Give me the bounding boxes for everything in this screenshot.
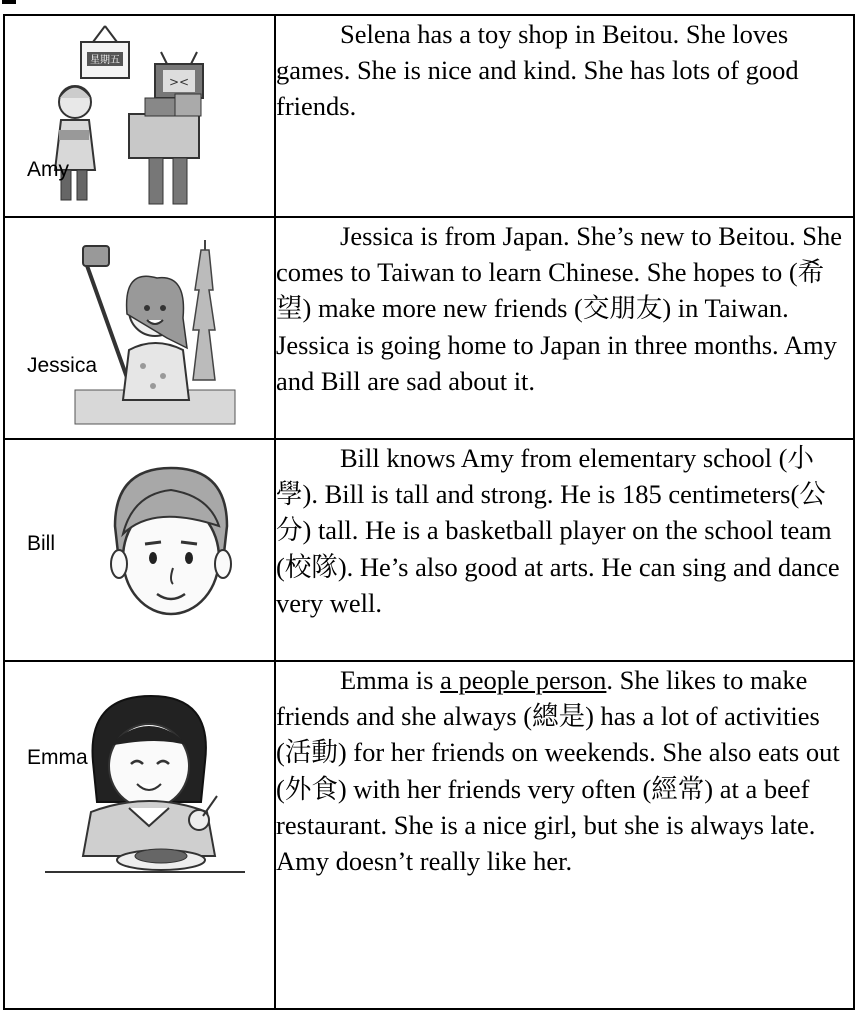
picture-cell-emma (4, 661, 275, 1009)
text-cell-jessica (275, 217, 854, 439)
profile-row-jessica (4, 217, 854, 439)
underlined-phrase: a people person (440, 665, 607, 695)
picture-cell-bill (4, 439, 275, 661)
picture-cell-jessica (4, 217, 275, 439)
text-cell-bill (275, 439, 854, 661)
paragraph-emma-rest: . She likes to make friends and she always (總是) has a lot of activities (活動) for her friends on weekends. She also eats out (外食) with her friends very often (經常) at a beef restaurant. She is a nice girl, but she is always late. Amy doesn’t really like her. (276, 665, 840, 877)
text-cell-emma (275, 661, 854, 1009)
profile-table (3, 14, 855, 1010)
profile-row-bill (4, 439, 854, 661)
top-mark (2, 0, 16, 4)
jessica-selfie-illustration (73, 240, 243, 426)
text-cell-amy (275, 15, 854, 217)
profile-row-amy (4, 15, 854, 217)
emma-eating-illustration (45, 692, 245, 882)
paragraph-amy: Selena has a toy shop in Beitou. She loves games. She is nice and kind. She has lots of good friends. (276, 19, 799, 122)
paragraph-jessica: Jessica is from Japan. She’s new to Beitou. She comes to Taiwan to learn Chinese. She hopes to (希望) make more new friends (交朋友) in Taiwan. Jessica is going home to Japan in three months. Amy and Bill are sad about it. (276, 221, 842, 396)
name-label-emma: Emma (27, 746, 88, 769)
name-label-jessica: Jessica (27, 354, 98, 377)
amy-robot-illustration (45, 24, 245, 214)
svg-text:><: >< (168, 75, 190, 89)
bill-face-illustration (95, 464, 245, 624)
paragraph-bill: Bill knows Amy from elementary school (小學). Bill is tall and strong. He is 185 centimeters(公分) tall. He is a basketball player on the school team (校隊). He’s also good at arts. He can sing and dance very well. (276, 443, 840, 618)
name-label-amy: Amy (27, 158, 69, 181)
sign-text: 星期五 (90, 55, 120, 66)
paragraph-emma (276, 662, 853, 879)
paragraph-emma-start: Emma is (340, 665, 441, 695)
profile-row-emma (4, 661, 854, 1009)
picture-cell-amy (4, 15, 275, 217)
name-label-bill: Bill (27, 532, 56, 555)
